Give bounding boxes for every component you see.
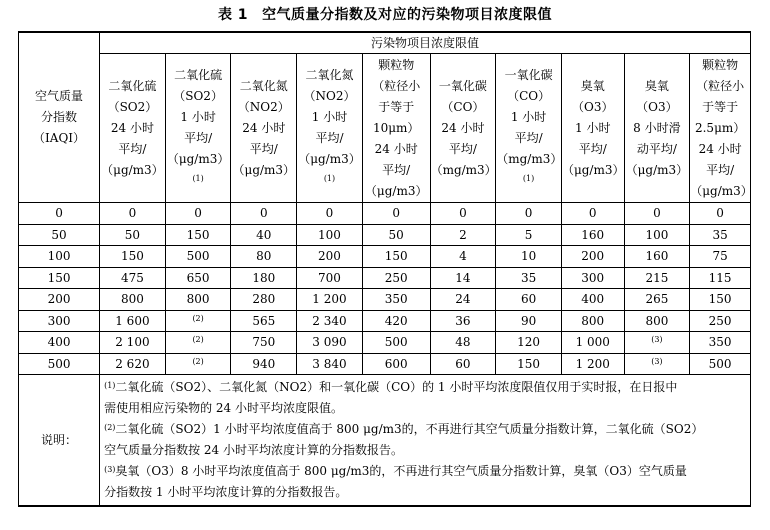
limit-cell: 100 xyxy=(624,224,690,246)
limit-cell: 120 xyxy=(496,332,562,354)
limit-cell: (3) xyxy=(624,332,690,354)
limit-cell: 400 xyxy=(561,289,624,311)
column-header-2: 二氧化硫 （SO2） 1 小时 平均/ （μg/m3） $^{(1)}$ xyxy=(165,54,231,203)
limit-cell: 1 000 xyxy=(561,332,624,354)
table-row xyxy=(19,267,751,289)
limit-cell: 150 xyxy=(362,246,430,268)
limit-cell: 280 xyxy=(231,289,297,311)
limit-cell: 215 xyxy=(624,267,690,289)
limit-cell: 35 xyxy=(496,267,562,289)
limit-cell: 0 xyxy=(496,203,562,225)
limit-cell: 565 xyxy=(231,310,297,332)
limit-cell: 5 xyxy=(496,224,562,246)
column-header-9: 臭氧（O3） 8 小时滑 动平均/ （μg/m3） xyxy=(624,54,690,203)
limit-cell: 0 xyxy=(690,203,751,225)
table-number: 表 1 xyxy=(217,7,249,23)
limit-cell: 750 xyxy=(231,332,297,354)
limit-cell: 14 xyxy=(430,267,496,289)
limit-cell: 800 xyxy=(624,310,690,332)
limit-cell: 160 xyxy=(561,224,624,246)
limit-cell: 800 xyxy=(165,289,231,311)
limit-cell: 10 xyxy=(496,246,562,268)
limit-cell: 48 xyxy=(430,332,496,354)
table-row xyxy=(19,332,751,354)
limit-cell: 0 xyxy=(561,203,624,225)
limit-cell: 2 xyxy=(430,224,496,246)
limit-cell: 115 xyxy=(690,267,751,289)
limit-cell: 0 xyxy=(165,203,231,225)
limit-cell: 50 xyxy=(362,224,430,246)
limit-cell: 60 xyxy=(430,353,496,375)
limit-cell: 2 100 xyxy=(100,332,166,354)
limit-cell: (3) xyxy=(624,353,690,375)
limit-cell: 80 xyxy=(231,246,297,268)
limit-cell: 4 xyxy=(430,246,496,268)
limit-cell: 800 xyxy=(561,310,624,332)
limit-cell: (2) xyxy=(165,332,231,354)
iaqi-cell: 300 xyxy=(19,310,100,332)
limit-cell: 500 xyxy=(362,332,430,354)
limit-cell: 100 xyxy=(297,224,363,246)
limit-cell: 250 xyxy=(362,267,430,289)
limit-cell: 940 xyxy=(231,353,297,375)
limit-cell: 24 xyxy=(430,289,496,311)
limit-cell: 800 xyxy=(100,289,166,311)
limit-cell: 350 xyxy=(690,332,751,354)
limit-cell: 150 xyxy=(690,289,751,311)
column-header-8: 臭氧（O3） 1 小时 平均/ （μg/m3） xyxy=(561,54,624,203)
limit-cell: 650 xyxy=(165,267,231,289)
limit-cell: 0 xyxy=(624,203,690,225)
column-header-1: 二氧化硫 （SO2） 24 小时 平均/ （μg/m3） xyxy=(100,54,166,203)
limit-cell: 1 200 xyxy=(561,353,624,375)
limit-cell: 600 xyxy=(362,353,430,375)
limit-cell: (2) xyxy=(165,353,231,375)
limit-cell: 700 xyxy=(297,267,363,289)
limit-cell: 250 xyxy=(690,310,751,332)
pollutant-limits-table xyxy=(18,31,751,507)
column-header-4: 二氧化氮 （NO2） 1 小时 平均/ （μg/m3） $^{(1)}$ xyxy=(297,54,363,203)
limit-cell: 1 600 xyxy=(100,310,166,332)
limit-cell: 2 620 xyxy=(100,353,166,375)
note-1: $^{(1)}$二氧化硫（SO2）、二氧化氮（NO2）和一氧化碳（CO）的 1 小时平均浓度限值仅用于实时报，在日报中 需使用相应污染物的 24 小时平均浓度限值。 xyxy=(104,380,678,415)
limit-cell: 150 xyxy=(100,246,166,268)
limit-cell: 350 xyxy=(362,289,430,311)
table-row xyxy=(19,353,751,375)
limit-cell: 2 340 xyxy=(297,310,363,332)
limit-cell: 0 xyxy=(362,203,430,225)
limit-cell: 500 xyxy=(690,353,751,375)
pollutant-group-header: 污染物项目浓度限值 xyxy=(100,32,751,54)
limit-cell: 475 xyxy=(100,267,166,289)
column-header-6: 一氧化碳 （CO） 24 小时 平均/ （mg/m3） xyxy=(430,54,496,203)
limit-cell: 200 xyxy=(561,246,624,268)
limit-cell: 50 xyxy=(100,224,166,246)
limit-cell: 36 xyxy=(430,310,496,332)
column-header-3: 二氧化氮 （NO2） 24 小时 平均/ （μg/m3） xyxy=(231,54,297,203)
limit-cell: 3 840 xyxy=(297,353,363,375)
limit-cell: 160 xyxy=(624,246,690,268)
iaqi-header: 空气质量 分指数 （IAQI） xyxy=(19,32,100,203)
limit-cell: (2) xyxy=(165,310,231,332)
iaqi-cell: 0 xyxy=(19,203,100,225)
table-row xyxy=(19,203,751,225)
iaqi-cell: 150 xyxy=(19,267,100,289)
table-title-text: 空气质量分指数及对应的污染物项目浓度限值 xyxy=(262,7,553,23)
iaqi-cell: 100 xyxy=(19,246,100,268)
column-header-10: 颗粒物 （粒径小 于等于 2.5μm） 24 小时 平均/ （μg/m3） xyxy=(690,54,751,203)
iaqi-cell: 50 xyxy=(19,224,100,246)
limit-cell: 0 xyxy=(231,203,297,225)
limit-cell: 200 xyxy=(297,246,363,268)
limit-cell: 150 xyxy=(165,224,231,246)
note-2: $^{(2)}$二氧化硫（SO2）1 小时平均浓度值高于 800 μg/m3的，不再进行其空气质量分指数计算，二氧化硫（SO2） 空气质量分指数按 24 小时平均浓度计算的分指数报告。 xyxy=(104,422,704,457)
limit-cell: 420 xyxy=(362,310,430,332)
limit-cell: 265 xyxy=(624,289,690,311)
column-header-5: 颗粒物 （粒径小 于等于 10μm） 24 小时 平均/ （μg/m3） xyxy=(362,54,430,203)
limit-cell: 300 xyxy=(561,267,624,289)
limit-cell: 0 xyxy=(100,203,166,225)
limit-cell: 180 xyxy=(231,267,297,289)
limit-cell: 0 xyxy=(430,203,496,225)
limit-cell: 75 xyxy=(690,246,751,268)
column-header-7: 一氧化碳 （CO） 1 小时 平均/ （mg/m3） $^{(1)}$ xyxy=(496,54,562,203)
note-3: $^{(3)}$臭氧（O3）8 小时平均浓度值高于 800 μg/m3的，不再进行其空气质量分指数计算，臭氧（O3）空气质量 分指数按 1 小时平均浓度计算的分指数报告。 xyxy=(104,464,687,499)
limit-cell: 60 xyxy=(496,289,562,311)
limit-cell: 90 xyxy=(496,310,562,332)
iaqi-cell: 500 xyxy=(19,353,100,375)
table-row xyxy=(19,246,751,268)
limit-cell: 35 xyxy=(690,224,751,246)
limit-cell: 1 200 xyxy=(297,289,363,311)
iaqi-cell: 200 xyxy=(19,289,100,311)
limit-cell: 3 090 xyxy=(297,332,363,354)
table-row xyxy=(19,289,751,311)
limit-cell: 150 xyxy=(496,353,562,375)
table-row xyxy=(19,224,751,246)
limit-cell: 0 xyxy=(297,203,363,225)
notes-body xyxy=(100,375,751,507)
table-title xyxy=(0,4,770,24)
table-row xyxy=(19,310,751,332)
limit-cell: 40 xyxy=(231,224,297,246)
notes-label: 说明： xyxy=(19,375,100,507)
iaqi-cell: 400 xyxy=(19,332,100,354)
limit-cell: 500 xyxy=(165,246,231,268)
